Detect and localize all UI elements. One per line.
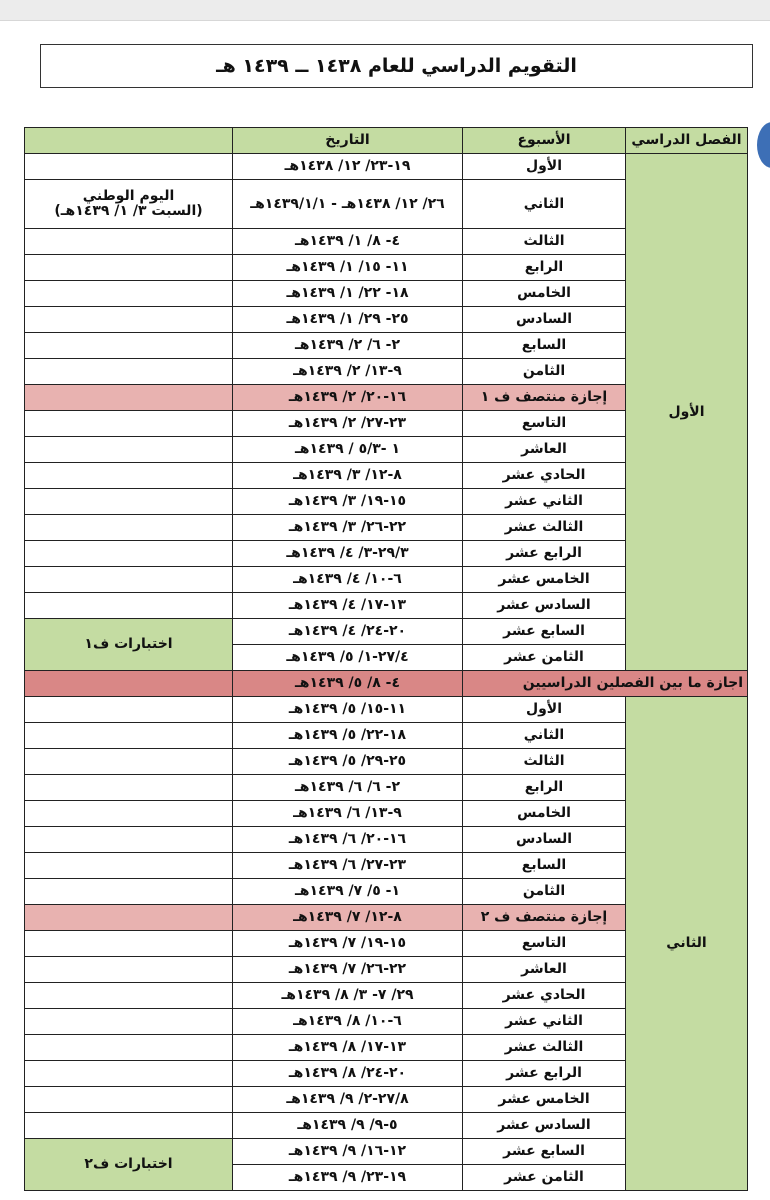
date-cell: ٢٢-٢٦/ ٣/ ١٤٣٩هـ xyxy=(233,515,463,541)
date-cell: ٢٧/٤-١/ ٥/ ١٤٣٩هـ xyxy=(233,645,463,671)
header-notes xyxy=(25,128,233,154)
week-cell: التاسع xyxy=(463,411,626,437)
date-cell: ١٥-١٩/ ٣/ ١٤٣٩هـ xyxy=(233,489,463,515)
week-cell: الثالث عشر xyxy=(463,1035,626,1061)
week-cell: السابع عشر xyxy=(463,1139,626,1165)
date-cell: ١٢-١٦/ ٩/ ١٤٣٩هـ xyxy=(233,1139,463,1165)
date-cell: ١٦-٢٠/ ٦/ ١٤٣٩هـ xyxy=(233,827,463,853)
week-cell: الثاني عشر xyxy=(463,489,626,515)
national-day-note xyxy=(25,180,233,229)
notes-cell xyxy=(25,154,233,180)
week-cell: الثاني xyxy=(463,723,626,749)
date-cell: ٢٠-٢٤/ ٤/ ١٤٣٩هـ xyxy=(233,619,463,645)
week-cell: الثالث xyxy=(463,749,626,775)
notes-cell xyxy=(25,1113,233,1139)
notes-cell xyxy=(25,1061,233,1087)
notes-cell xyxy=(25,437,233,463)
header-week: الأسبوع xyxy=(463,128,626,154)
date-cell: ٢٣-٢٧/ ٢/ ١٤٣٩هـ xyxy=(233,411,463,437)
notes-cell xyxy=(25,983,233,1009)
notes-cell xyxy=(25,1009,233,1035)
date-cell: ٨-١٢/ ٣/ ١٤٣٩هـ xyxy=(233,463,463,489)
notes-cell xyxy=(25,567,233,593)
break-date: ٤- ٨/ ٥/ ١٤٣٩هـ xyxy=(233,671,463,697)
week-cell: العاشر xyxy=(463,437,626,463)
week-cell: الثاني عشر xyxy=(463,1009,626,1035)
date-cell: ١٣-١٧/ ٨/ ١٤٣٩هـ xyxy=(233,1035,463,1061)
date-cell: ٦-١٠/ ٤/ ١٤٣٩هـ xyxy=(233,567,463,593)
date-cell: ٥-٩/ ٩/ ١٤٣٩هـ xyxy=(233,1113,463,1139)
week-cell: الرابع عشر xyxy=(463,1061,626,1087)
notes-cell xyxy=(25,1087,233,1113)
notes-cell xyxy=(25,697,233,723)
top-bar xyxy=(0,0,770,21)
national-day-date: (السبت ٣/ ١/ ١٤٣٩هـ) xyxy=(54,203,203,219)
date-cell: ٢٩/٣-٣/ ٤/ ١٤٣٩هـ xyxy=(233,541,463,567)
notes-cell xyxy=(25,853,233,879)
week-cell: الثامن xyxy=(463,359,626,385)
notes-cell xyxy=(25,749,233,775)
date-cell: ٢- ٦/ ٢/ ١٤٣٩هـ xyxy=(233,333,463,359)
date-cell: ١١- ١٥/ ١/ ١٤٣٩هـ xyxy=(233,255,463,281)
date-cell: ٩-١٣/ ٦/ ١٤٣٩هـ xyxy=(233,801,463,827)
notes-cell xyxy=(25,385,233,411)
blue-circle-icon xyxy=(757,122,770,168)
date-cell: ١٦-٢٠/ ٢/ ١٤٣٩هـ xyxy=(233,385,463,411)
date-cell: ٢٣-٢٧/ ٦/ ١٤٣٩هـ xyxy=(233,853,463,879)
table-row xyxy=(25,697,748,723)
notes-cell xyxy=(25,723,233,749)
notes-cell xyxy=(25,489,233,515)
week-cell: السابع عشر xyxy=(463,619,626,645)
notes-cell xyxy=(25,775,233,801)
date-cell: ١٩-٢٣/ ١٢/ ١٤٣٨هـ xyxy=(233,154,463,180)
week-cell: السادس عشر xyxy=(463,593,626,619)
date-cell: ٤- ٨/ ١/ ١٤٣٩هـ xyxy=(233,229,463,255)
notes-cell xyxy=(25,255,233,281)
week-cell: الرابع xyxy=(463,255,626,281)
notes-cell xyxy=(25,593,233,619)
week-cell: الثالث xyxy=(463,229,626,255)
week-cell: الحادي عشر xyxy=(463,983,626,1009)
week-cell: الثامن xyxy=(463,879,626,905)
notes-cell xyxy=(25,281,233,307)
between-semesters-break-row xyxy=(25,671,748,697)
date-cell: ٢٩/ ٧- ٣/ ٨/ ١٤٣٩هـ xyxy=(233,983,463,1009)
notes-cell xyxy=(25,879,233,905)
notes-cell xyxy=(25,333,233,359)
notes-cell xyxy=(25,931,233,957)
date-cell: ١٥-١٩/ ٧/ ١٤٣٩هـ xyxy=(233,931,463,957)
break-notes xyxy=(25,671,233,697)
notes-cell xyxy=(25,307,233,333)
notes-cell xyxy=(25,905,233,931)
date-cell: ١١-١٥/ ٥/ ١٤٣٩هـ xyxy=(233,697,463,723)
notes-cell xyxy=(25,229,233,255)
notes-cell xyxy=(25,801,233,827)
date-cell: ١ -٥/٣ / ١٤٣٩هـ xyxy=(233,437,463,463)
week-cell: التاسع xyxy=(463,931,626,957)
date-cell: ١٨-٢٢/ ٥/ ١٤٣٩هـ xyxy=(233,723,463,749)
date-cell: ٢- ٦/ ٦/ ١٤٣٩هـ xyxy=(233,775,463,801)
date-cell: ٦-١٠/ ٨/ ١٤٣٩هـ xyxy=(233,1009,463,1035)
week-cell: الثاني xyxy=(463,180,626,229)
date-cell: ١- ٥/ ٧/ ١٤٣٩هـ xyxy=(233,879,463,905)
date-cell: ١٩-٢٣/ ٩/ ١٤٣٩هـ xyxy=(233,1165,463,1191)
week-cell: الثالث عشر xyxy=(463,515,626,541)
week-cell: الثامن عشر xyxy=(463,1165,626,1191)
date-cell: ٢٠-٢٤/ ٨/ ١٤٣٩هـ xyxy=(233,1061,463,1087)
date-cell: ٢٥-٢٩/ ٥/ ١٤٣٩هـ xyxy=(233,749,463,775)
date-cell: ١٣-١٧/ ٤/ ١٤٣٩هـ xyxy=(233,593,463,619)
week-cell: الأول xyxy=(463,154,626,180)
week-cell: الرابع xyxy=(463,775,626,801)
date-cell: ٨-١٢/ ٧/ ١٤٣٩هـ xyxy=(233,905,463,931)
week-cell: السابع xyxy=(463,333,626,359)
notes-cell xyxy=(25,541,233,567)
week-cell: إجازة منتصف ف ٢ xyxy=(463,905,626,931)
date-cell: ٢٦/ ١٢/ ١٤٣٨هـ - ١٤٣٩/١/١هـ xyxy=(233,180,463,229)
table-row xyxy=(25,154,748,180)
week-cell: العاشر xyxy=(463,957,626,983)
week-cell: الثامن عشر xyxy=(463,645,626,671)
notes-cell xyxy=(25,515,233,541)
exams-note: اختبارات ف١ xyxy=(25,619,233,671)
week-cell: الرابع عشر xyxy=(463,541,626,567)
date-cell: ٩-١٣/ ٢/ ١٤٣٩هـ xyxy=(233,359,463,385)
week-cell: السادس xyxy=(463,827,626,853)
page-title: التقويم الدراسي للعام ١٤٣٨ ــ ١٤٣٩ هـ xyxy=(40,44,753,88)
week-cell: الخامس xyxy=(463,801,626,827)
date-cell: ٢٥- ٢٩/ ١/ ١٤٣٩هـ xyxy=(233,307,463,333)
date-cell: ٢٢-٢٦/ ٧/ ١٤٣٩هـ xyxy=(233,957,463,983)
national-day-label: اليوم الوطني xyxy=(82,188,175,205)
header-semester: الفصل الدراسي xyxy=(626,128,748,154)
notes-cell xyxy=(25,411,233,437)
notes-cell xyxy=(25,1035,233,1061)
week-cell: إجازة منتصف ف ١ xyxy=(463,385,626,411)
calendar-body xyxy=(25,128,748,1191)
calendar-table xyxy=(24,127,748,1191)
week-cell: السادس عشر xyxy=(463,1113,626,1139)
week-cell: الخامس xyxy=(463,281,626,307)
notes-cell xyxy=(25,957,233,983)
notes-cell xyxy=(25,827,233,853)
exams-note: اختبارات ف٢ xyxy=(25,1139,233,1191)
semester-cell: الأول xyxy=(626,154,748,671)
week-cell: الخامس عشر xyxy=(463,1087,626,1113)
week-cell: الحادي عشر xyxy=(463,463,626,489)
notes-cell xyxy=(25,359,233,385)
notes-cell xyxy=(25,463,233,489)
week-cell: الأول xyxy=(463,697,626,723)
semester-cell: الثاني xyxy=(626,697,748,1191)
week-cell: الخامس عشر xyxy=(463,567,626,593)
date-cell: ١٨- ٢٢/ ١/ ١٤٣٩هـ xyxy=(233,281,463,307)
week-cell: السابع xyxy=(463,853,626,879)
week-cell: السادس xyxy=(463,307,626,333)
header-date: التاريخ xyxy=(233,128,463,154)
header-row xyxy=(25,128,748,154)
date-cell: ٢٧/٨-٢/ ٩/ ١٤٣٩هـ xyxy=(233,1087,463,1113)
break-label: اجازة ما بين الفصلين الدراسيين xyxy=(463,671,748,697)
